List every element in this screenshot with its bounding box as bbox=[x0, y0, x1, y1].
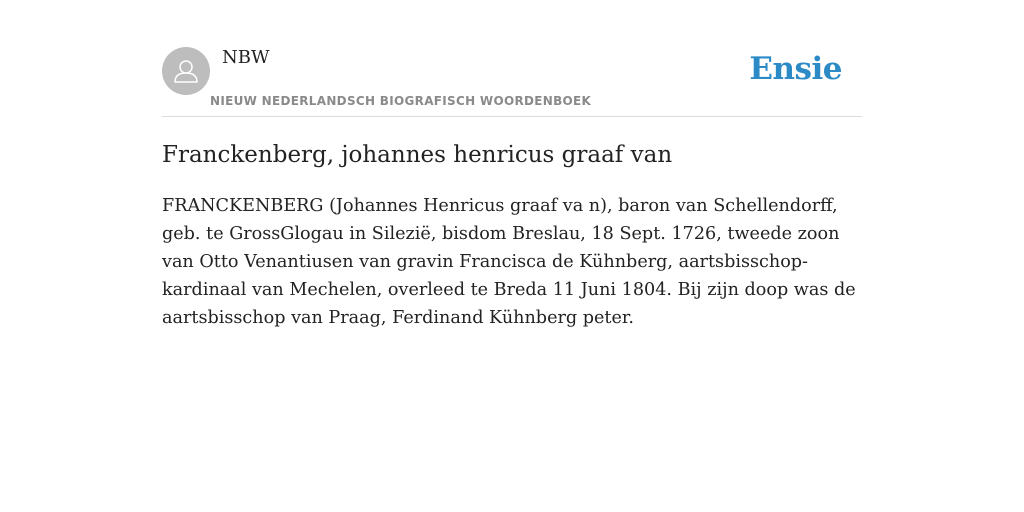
avatar[interactable] bbox=[162, 47, 210, 95]
article-body: FRANCKENBERG (Johannes Henricus graaf va n), baron van Schellendorff, geb. te GrossGlogau in Silezië, bisdom Breslau, 18 Sept. 1726, tweede zoon van Otto Venantiusen van gravin Francisca de Kühnberg, aartsbisschop-kardinaal van Mechelen, overleed te Breda 11 Juni 1804. Bij zijn doop was de aartsbisschop van Praag, Ferdinand Kühnberg peter. bbox=[162, 196, 856, 328]
header bbox=[162, 0, 862, 117]
source-subtitle: NIEUW NEDERLANDSCH BIOGRAFISCH WOORDENBOEK bbox=[210, 94, 592, 108]
page-title: Franckenberg, johannes henricus graaf van bbox=[162, 142, 673, 168]
user-icon bbox=[171, 56, 201, 86]
brand-logo[interactable]: Ensie bbox=[749, 51, 842, 87]
source-name[interactable]: NBW bbox=[222, 47, 270, 68]
